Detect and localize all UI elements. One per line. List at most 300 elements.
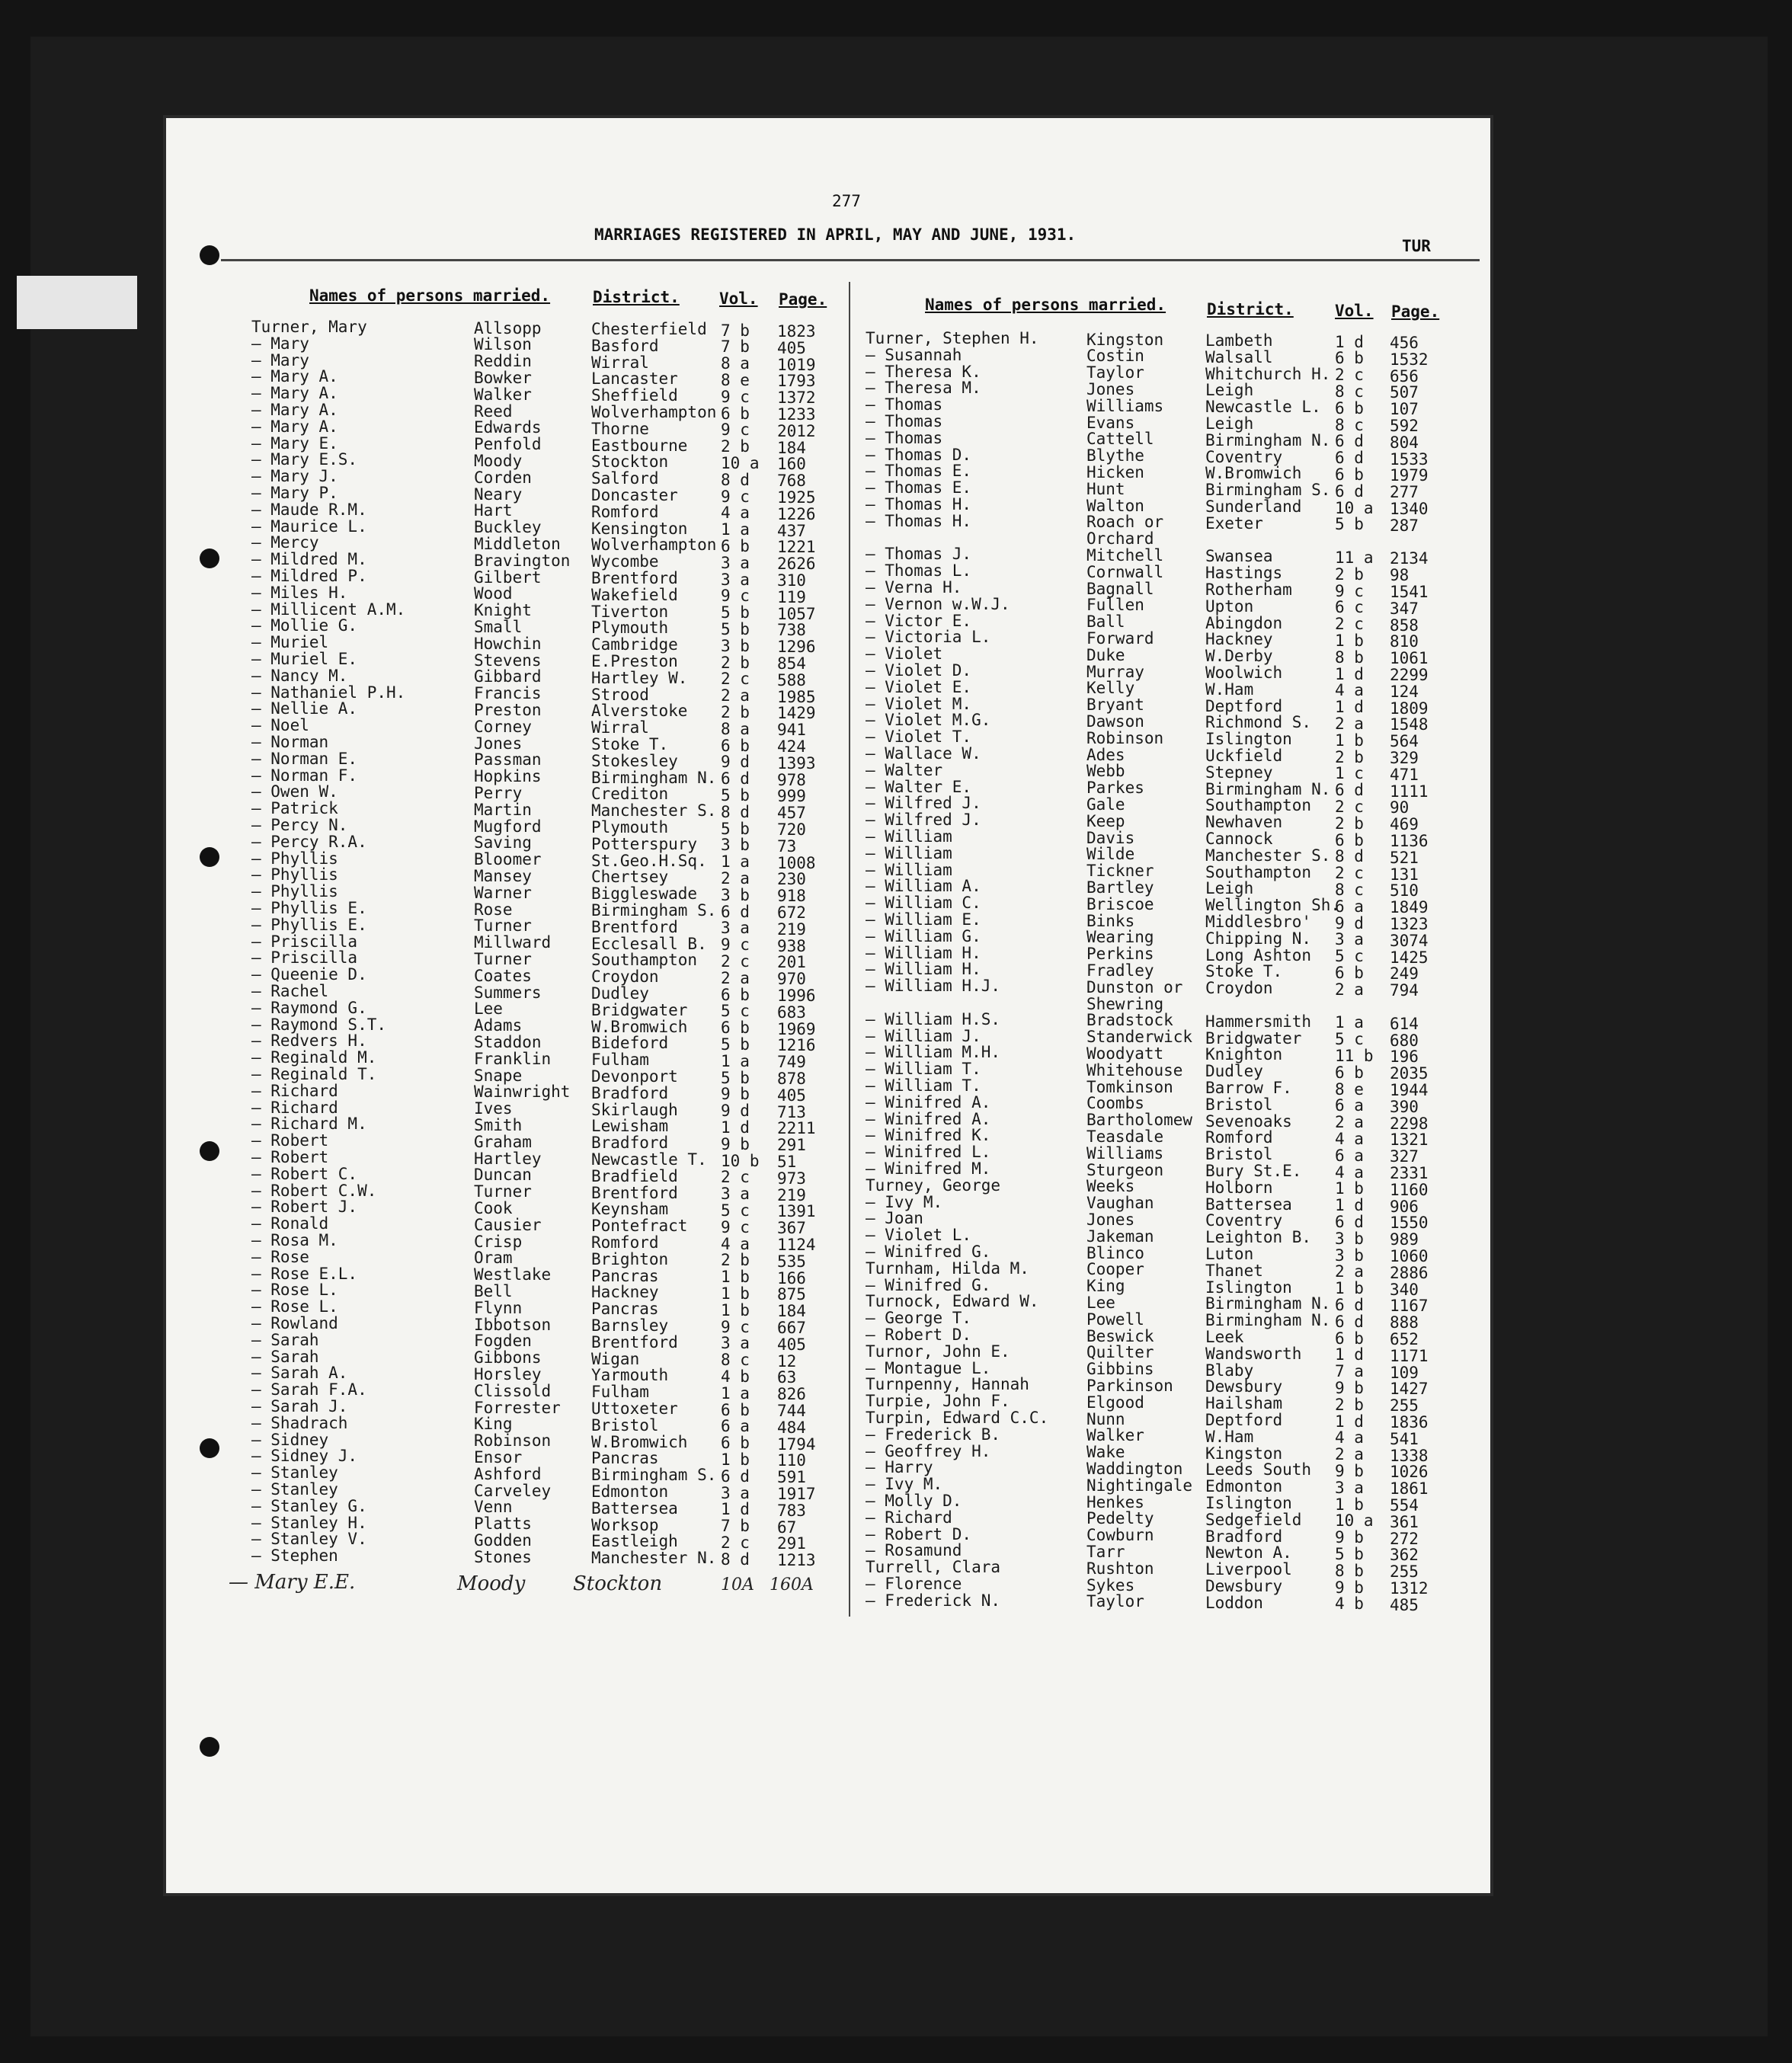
entry-spouse: King bbox=[1086, 1277, 1125, 1296]
entry-given: — Violet bbox=[866, 644, 943, 664]
entry-page: 1026 bbox=[1390, 1463, 1429, 1482]
entry-page: 794 bbox=[1390, 981, 1419, 1000]
entry-spouse: Wake bbox=[1086, 1443, 1125, 1462]
entry-page: 1226 bbox=[777, 504, 816, 523]
entry-spouse: Bartholomew bbox=[1086, 1111, 1193, 1130]
entry-district: Sunderland bbox=[1205, 497, 1302, 516]
entry-district: Luton bbox=[1205, 1245, 1254, 1263]
entry-spouse: Cattell bbox=[1086, 430, 1154, 449]
entry-page: 67 bbox=[777, 1518, 797, 1537]
entry-vol: 8 c bbox=[721, 1351, 750, 1370]
entry-vol: 3 a bbox=[1335, 930, 1364, 949]
entry-spouse: Flynn bbox=[474, 1298, 523, 1317]
entry-page: 119 bbox=[777, 587, 806, 606]
entry-given: — Thomas bbox=[866, 412, 943, 430]
entry-spouse: Moody bbox=[474, 451, 523, 470]
entry-page: 591 bbox=[777, 1468, 806, 1487]
entry-spouse: Dawson bbox=[1086, 712, 1144, 731]
entry-spouse: Edwards bbox=[474, 418, 542, 437]
entry-spouse: Francis bbox=[474, 684, 542, 703]
entry-given: — William G. bbox=[866, 926, 981, 945]
entry-given: — Winifred L. bbox=[866, 1143, 991, 1162]
entry-spouse: Buckley bbox=[474, 518, 542, 537]
entry-spouse: Tickner bbox=[1086, 862, 1154, 881]
entry-district: Worksop bbox=[591, 1515, 659, 1534]
entry-page: 1216 bbox=[777, 1036, 816, 1055]
entry-given: — Mary P. bbox=[251, 484, 338, 502]
entry-vol: 1 d bbox=[1335, 664, 1364, 683]
entry-spouse: Reddin bbox=[474, 352, 532, 371]
entry-district: Brighton bbox=[591, 1249, 669, 1268]
entry-spouse: Roach or bbox=[1086, 513, 1164, 532]
entry-page: 471 bbox=[1390, 765, 1419, 784]
entry-spouse: Westlake bbox=[474, 1265, 552, 1284]
entry-vol: 6 d bbox=[1335, 781, 1364, 800]
entry-spouse: Coombs bbox=[1086, 1094, 1144, 1113]
entry-district: Liverpool bbox=[1205, 1560, 1292, 1579]
entry-given: — Wallace W. bbox=[866, 744, 981, 763]
entry-spouse: Beswick bbox=[1086, 1326, 1154, 1345]
entry-page: 219 bbox=[777, 920, 806, 939]
entry-spouse: Passman bbox=[474, 750, 542, 769]
entry-given: — William T. bbox=[866, 1076, 981, 1095]
entry-given: — Victor E. bbox=[866, 611, 972, 630]
entry-district: Woolwich bbox=[1205, 664, 1283, 682]
entry-spouse: Fogden bbox=[474, 1332, 532, 1351]
entry-district: Brentford bbox=[591, 917, 678, 936]
entry-given: — William H. bbox=[866, 943, 981, 962]
entry-vol: 2 a bbox=[721, 686, 750, 705]
entry-spouse: Stevens bbox=[474, 651, 542, 670]
entry-vol: 6 d bbox=[1335, 449, 1364, 468]
entry-given: — Mary A. bbox=[251, 367, 338, 386]
entry-given: — Montague L. bbox=[866, 1358, 991, 1377]
entry-page: 749 bbox=[777, 1053, 806, 1072]
entry-vol: 9 d bbox=[1335, 913, 1364, 932]
entry-spouse: Saving bbox=[474, 833, 532, 852]
entry-given: — Theresa K. bbox=[866, 362, 981, 381]
entry-vol: 2 c bbox=[721, 1533, 750, 1552]
entry-district: Middlesbro' bbox=[1205, 913, 1312, 931]
entry-given: — Walter E. bbox=[866, 777, 972, 796]
entry-vol: 4 a bbox=[1335, 1129, 1364, 1148]
entry-vol: 1 b bbox=[721, 1450, 750, 1469]
entry-district: Stockton bbox=[591, 453, 669, 472]
entry-page: 361 bbox=[1390, 1512, 1419, 1531]
entry-page: 184 bbox=[777, 438, 806, 457]
entry-district: Walsall bbox=[1205, 347, 1273, 366]
entry-vol: 6 a bbox=[1335, 1096, 1364, 1115]
entry-district: Birmingham N. bbox=[1205, 430, 1331, 449]
entry-page: 457 bbox=[777, 804, 806, 823]
punch-hole bbox=[200, 245, 219, 265]
entry-given: — Raymond G. bbox=[251, 998, 367, 1017]
entry-vol: 3 a bbox=[721, 1483, 750, 1502]
entry-given: — Ronald bbox=[251, 1214, 329, 1233]
entry-vol: 9 b bbox=[721, 1085, 750, 1104]
entry-page: 713 bbox=[777, 1102, 806, 1121]
entry-page: 592 bbox=[1390, 417, 1419, 435]
entry-spouse: Forward bbox=[1086, 628, 1154, 648]
entry-district: Upton bbox=[1205, 597, 1254, 616]
entry-spouse: Bravington bbox=[474, 551, 571, 570]
entry-given: — Thomas bbox=[866, 428, 943, 447]
entry-vol: 1 a bbox=[1335, 1013, 1364, 1032]
entry-given: — Miles H. bbox=[251, 583, 348, 602]
entry-given: — William bbox=[866, 827, 952, 846]
entry-given: — Stephen bbox=[251, 1546, 338, 1566]
entry-district: Birmingham S. bbox=[591, 901, 717, 920]
entry-district: Eastbourne bbox=[591, 436, 688, 455]
entry-vol: 5 b bbox=[721, 1035, 750, 1054]
entry-page: 437 bbox=[777, 521, 806, 540]
entry-page: 973 bbox=[777, 1169, 806, 1188]
entry-district: Leeds South bbox=[1205, 1460, 1312, 1479]
entry-vol: 5 c bbox=[1335, 1030, 1364, 1049]
entry-spouse: Duncan bbox=[474, 1166, 532, 1185]
entry-page: 652 bbox=[1390, 1330, 1419, 1348]
entry-page: 390 bbox=[1390, 1097, 1419, 1116]
entry-page: 554 bbox=[1390, 1496, 1419, 1514]
entry-district: Blaby bbox=[1205, 1361, 1254, 1380]
entry-page: 1008 bbox=[777, 853, 816, 872]
entry-vol: 4 a bbox=[1335, 1163, 1364, 1182]
entry-district: Dudley bbox=[591, 984, 649, 1003]
entry-page: 1061 bbox=[1390, 649, 1429, 668]
entry-vol: 1 b bbox=[1335, 1495, 1364, 1514]
entry-spouse: Briscoe bbox=[1086, 894, 1154, 913]
entry-page: 918 bbox=[777, 887, 806, 906]
entry-vol: 9 b bbox=[721, 1134, 750, 1153]
entry-vol: 11 b bbox=[1335, 1046, 1374, 1065]
entry-given: — Winifred M. bbox=[866, 1159, 991, 1178]
column-header-vol: Vol. bbox=[719, 289, 758, 308]
entry-district: Salford bbox=[591, 469, 659, 488]
entry-district: Battersea bbox=[1205, 1195, 1292, 1214]
entry-district: Loddon bbox=[1205, 1593, 1263, 1612]
entry-vol: 5 c bbox=[721, 1201, 750, 1220]
entry-spouse: Gibbons bbox=[474, 1348, 542, 1367]
entry-spouse: Neary bbox=[474, 485, 523, 504]
entry-given: — Rosa M. bbox=[251, 1231, 338, 1249]
entry-given: — Thomas H. bbox=[866, 495, 972, 513]
entry-vol: 1 b bbox=[721, 1300, 750, 1319]
entry-page: 160 bbox=[777, 455, 806, 474]
entry-district: Sevenoaks bbox=[1205, 1111, 1292, 1131]
entry-given: — Robert bbox=[251, 1131, 329, 1150]
entry-vol: 6 b bbox=[721, 536, 750, 555]
entry-page: 1312 bbox=[1390, 1579, 1429, 1598]
entry-page: 1849 bbox=[1390, 898, 1429, 917]
entry-spouse: Platts bbox=[474, 1514, 532, 1534]
entry-vol: 8 a bbox=[721, 354, 750, 373]
entry-vol: 2 a bbox=[1335, 714, 1364, 733]
entry-given: — Verna H. bbox=[866, 578, 962, 597]
entry-district: Coventry bbox=[1205, 447, 1283, 466]
entry-district: Stoke T. bbox=[1205, 962, 1283, 981]
entry-vol: 8 d bbox=[721, 802, 750, 821]
entry-page: 2331 bbox=[1390, 1164, 1429, 1182]
entry-spouse: Bowker bbox=[474, 368, 532, 387]
entry-vol: 6 b bbox=[721, 404, 750, 423]
entry-page: 1532 bbox=[1390, 350, 1429, 369]
entry-vol: 6 b bbox=[1335, 830, 1364, 849]
entry-given: — Shadrach bbox=[251, 1413, 348, 1432]
entry-given: — Nancy M. bbox=[251, 666, 348, 685]
entry-vol: 6 d bbox=[1335, 1312, 1364, 1331]
entry-district: Chertsey bbox=[591, 868, 669, 887]
entry-page: 667 bbox=[777, 1319, 806, 1337]
column-header-page: Page. bbox=[1391, 302, 1440, 321]
entry-page: 1944 bbox=[1390, 1081, 1429, 1099]
entry-given: — William C. bbox=[866, 894, 981, 913]
entry-page: 999 bbox=[777, 787, 806, 806]
entry-district: Southampton bbox=[1205, 862, 1312, 881]
entry-spouse: Vaughan bbox=[1086, 1194, 1154, 1213]
entry-spouse: Orchard bbox=[1086, 529, 1154, 549]
entry-vol: 9 c bbox=[721, 1217, 750, 1236]
entry-vol: 6 b bbox=[721, 1400, 750, 1419]
entry-vol: 1 d bbox=[1335, 1345, 1364, 1364]
handwritten-district: Stockton bbox=[573, 1572, 663, 1595]
entry-spouse: Ives bbox=[474, 1099, 513, 1118]
entry-spouse: Woodyatt bbox=[1086, 1044, 1164, 1063]
entry-page: 2299 bbox=[1390, 666, 1429, 684]
entry-spouse: Cornwall bbox=[1086, 562, 1164, 581]
entry-page: 327 bbox=[1390, 1147, 1419, 1166]
entry-page: 738 bbox=[777, 621, 806, 640]
entry-district: Dewsbury bbox=[1205, 1577, 1283, 1595]
entry-district: W.Ham bbox=[1205, 680, 1254, 699]
entry-district: Wolverhampton bbox=[591, 536, 717, 555]
entry-page: 329 bbox=[1390, 749, 1419, 767]
entry-vol: 2 c bbox=[721, 952, 750, 971]
entry-given: — Mildred P. bbox=[251, 567, 367, 585]
entry-vol: 8 d bbox=[721, 1550, 750, 1569]
entry-page: 1996 bbox=[777, 987, 816, 1005]
entry-given: — Robert D. bbox=[866, 1326, 972, 1344]
entry-district: Leigh bbox=[1205, 414, 1254, 433]
entry-page: 614 bbox=[1390, 1014, 1419, 1033]
entry-page: 367 bbox=[777, 1219, 806, 1238]
entry-page: 1057 bbox=[777, 604, 816, 623]
entry-vol: 1 b bbox=[1335, 631, 1364, 650]
entry-spouse: Taylor bbox=[1086, 1592, 1144, 1611]
entry-district: Pancras bbox=[591, 1300, 659, 1319]
entry-given: — Geoffrey H. bbox=[866, 1441, 991, 1460]
entry-vol: 8 e bbox=[721, 370, 750, 389]
entry-given: — Mildred M. bbox=[251, 550, 367, 569]
entry-district: Alverstoke bbox=[591, 702, 688, 721]
entry-page: 826 bbox=[777, 1385, 806, 1404]
entry-spouse: Staddon bbox=[474, 1032, 542, 1051]
entry-page: 51 bbox=[777, 1153, 797, 1171]
entry-district: Wellington Sh. bbox=[1205, 896, 1341, 915]
entry-page: 340 bbox=[1390, 1280, 1419, 1299]
entry-given: — William bbox=[866, 860, 952, 879]
entry-page: 1861 bbox=[1390, 1479, 1429, 1498]
entry-given: — Queenie D. bbox=[251, 965, 367, 984]
entry-vol: 2 b bbox=[1335, 565, 1364, 584]
entry-spouse: Walker bbox=[474, 385, 532, 404]
entry-given: — Robert J. bbox=[251, 1198, 358, 1217]
entry-vol: 6 b bbox=[721, 1019, 750, 1038]
entry-district: Pontefract bbox=[591, 1217, 688, 1236]
entry-given: Turnpenny, Hannah bbox=[866, 1375, 1029, 1394]
entry-vol: 6 b bbox=[1335, 398, 1364, 417]
entry-given: — Rowland bbox=[251, 1314, 338, 1332]
entry-page: 510 bbox=[1390, 881, 1419, 900]
entry-spouse: Bell bbox=[474, 1281, 513, 1300]
entry-page: 1323 bbox=[1390, 915, 1429, 933]
entry-vol: 1 c bbox=[1335, 764, 1364, 783]
entry-district: Hackney bbox=[591, 1283, 659, 1302]
entry-spouse: Lee bbox=[1086, 1293, 1115, 1312]
entry-vol: 9 c bbox=[721, 421, 750, 440]
entry-district: Fulham bbox=[591, 1383, 649, 1402]
entry-vol: 9 c bbox=[721, 487, 750, 506]
entry-page: 1160 bbox=[1390, 1180, 1429, 1199]
entry-spouse: Bloomer bbox=[474, 850, 542, 869]
entry-vol: 10 a bbox=[721, 453, 760, 472]
entry-vol: 4 a bbox=[721, 504, 750, 523]
section-code: TUR bbox=[1402, 237, 1431, 255]
entry-vol: 8 d bbox=[1335, 847, 1364, 866]
entry-district: Croydon bbox=[591, 968, 659, 987]
entry-given: — Phyllis bbox=[251, 882, 338, 901]
entry-given: — Raymond S.T. bbox=[251, 1015, 387, 1034]
entry-given: — Nathaniel P.H. bbox=[251, 683, 406, 702]
entry-spouse: Smith bbox=[474, 1115, 523, 1134]
entry-given: — Percy R.A. bbox=[251, 832, 367, 851]
entry-district: Barnsley bbox=[591, 1316, 669, 1335]
entry-vol: 6 c bbox=[1335, 598, 1364, 617]
entry-spouse: Middleton bbox=[474, 534, 561, 553]
entry-spouse: Gibbins bbox=[1086, 1360, 1154, 1379]
entry-vol: 9 c bbox=[721, 587, 750, 606]
entry-page: 485 bbox=[1390, 1595, 1419, 1614]
entry-page: 1794 bbox=[777, 1435, 816, 1454]
entry-vol: 10 b bbox=[721, 1151, 760, 1170]
entry-page: 854 bbox=[777, 654, 806, 673]
entry-district: Lancaster bbox=[591, 369, 678, 389]
entry-spouse: Jones bbox=[1086, 379, 1135, 398]
entry-spouse: Mansey bbox=[474, 866, 532, 885]
entry-district: Southampton bbox=[591, 951, 698, 970]
column-divider bbox=[849, 282, 850, 1617]
entry-district: Romford bbox=[1205, 1128, 1273, 1147]
entry-given: — Winifred K. bbox=[866, 1126, 991, 1145]
entry-page: 1111 bbox=[1390, 782, 1429, 801]
entry-vol: 7 a bbox=[1335, 1362, 1364, 1381]
entry-page: 878 bbox=[777, 1070, 806, 1088]
entry-spouse: Teasdale bbox=[1086, 1127, 1164, 1146]
entry-district: Bradford bbox=[1205, 1527, 1283, 1546]
entry-page: 1793 bbox=[777, 372, 816, 391]
entry-district: Battersea bbox=[591, 1498, 678, 1518]
entry-given: — Rose L. bbox=[251, 1281, 338, 1300]
entry-given: — Mary A. bbox=[251, 384, 338, 403]
entry-spouse: Binks bbox=[1086, 911, 1135, 930]
entry-vol: 4 a bbox=[1335, 681, 1364, 700]
entry-spouse: Knight bbox=[474, 601, 532, 620]
entry-district: W.Bromwich bbox=[591, 1017, 688, 1036]
entry-district: Bristol bbox=[1205, 1095, 1273, 1114]
entry-page: 588 bbox=[777, 670, 806, 689]
entry-page: 291 bbox=[777, 1136, 806, 1155]
entry-given: — Thomas D. bbox=[866, 445, 972, 464]
entry-given: — Violet T. bbox=[866, 728, 972, 747]
entry-given: Turner, Mary bbox=[251, 318, 367, 336]
entry-spouse: Sykes bbox=[1086, 1575, 1135, 1594]
entry-page: 1136 bbox=[1390, 832, 1429, 850]
entry-spouse: Webb bbox=[1086, 762, 1125, 781]
entry-given: — Norman F. bbox=[251, 766, 358, 785]
entry-spouse: Jones bbox=[474, 734, 523, 753]
entry-spouse: Kelly bbox=[1086, 679, 1135, 698]
entry-page: 405 bbox=[777, 1086, 806, 1105]
entry-given: — Muriel E. bbox=[251, 650, 358, 668]
entry-page: 219 bbox=[777, 1185, 806, 1204]
entry-given: — Rose E.L. bbox=[251, 1264, 358, 1283]
entry-given: — William E. bbox=[866, 910, 981, 929]
entry-given: — Reginald T. bbox=[251, 1065, 377, 1083]
entry-spouse: Perkins bbox=[1086, 945, 1154, 964]
entry-spouse: Carveley bbox=[474, 1481, 552, 1500]
entry-given: — Richard M. bbox=[251, 1115, 367, 1134]
entry-district: Cannock bbox=[1205, 830, 1273, 848]
entry-vol: 6 d bbox=[1335, 481, 1364, 501]
entry-district: Hartley W. bbox=[591, 668, 688, 687]
entry-district: Uckfield bbox=[1205, 747, 1283, 765]
entry-district: Birmingham S. bbox=[591, 1466, 717, 1485]
entry-given: — Mary A. bbox=[251, 417, 338, 436]
entry-given: — Mercy bbox=[251, 533, 319, 552]
entry-given: — Noel bbox=[251, 716, 309, 735]
entry-page: 2886 bbox=[1390, 1263, 1429, 1282]
entry-spouse: Venn bbox=[474, 1498, 513, 1517]
entry-district: Plymouth bbox=[591, 619, 669, 638]
column-header-page: Page. bbox=[779, 290, 827, 309]
entry-given: — Redvers H. bbox=[251, 1032, 367, 1051]
entry-district: Bristol bbox=[1205, 1145, 1273, 1164]
entry-given: — Rose L. bbox=[251, 1297, 338, 1316]
entry-district: Manchester N. bbox=[591, 1549, 717, 1568]
entry-district: Sheffield bbox=[591, 386, 678, 405]
entry-page: 249 bbox=[1390, 964, 1419, 984]
entry-district: Edmonton bbox=[591, 1482, 669, 1501]
entry-given: — Mary E. bbox=[251, 433, 338, 453]
entry-district: Wycombe bbox=[591, 552, 659, 571]
entry-given: — Mary E.S. bbox=[251, 450, 358, 469]
entry-spouse: Henkes bbox=[1086, 1492, 1144, 1511]
entry-district: W.Derby bbox=[1205, 647, 1273, 666]
entry-given: Turnor, John E. bbox=[866, 1342, 1010, 1361]
entry-given: — Richard bbox=[251, 1081, 338, 1100]
entry-district: Pancras bbox=[591, 1449, 659, 1468]
entry-spouse: Bartley bbox=[1086, 878, 1154, 897]
entry-district: Abingdon bbox=[1205, 613, 1283, 632]
entry-given: — Sidney J. bbox=[251, 1447, 358, 1466]
entry-page: 564 bbox=[1390, 732, 1419, 751]
entry-district: Eastleigh bbox=[591, 1532, 678, 1551]
entry-vol: 2 a bbox=[1335, 1262, 1364, 1281]
entry-vol: 2 b bbox=[1335, 747, 1364, 766]
entry-spouse: Williams bbox=[1086, 1143, 1164, 1163]
entry-page: 63 bbox=[777, 1368, 797, 1387]
entry-vol: 8 b bbox=[1335, 1561, 1364, 1580]
entry-district: Deptford bbox=[1205, 1411, 1283, 1429]
